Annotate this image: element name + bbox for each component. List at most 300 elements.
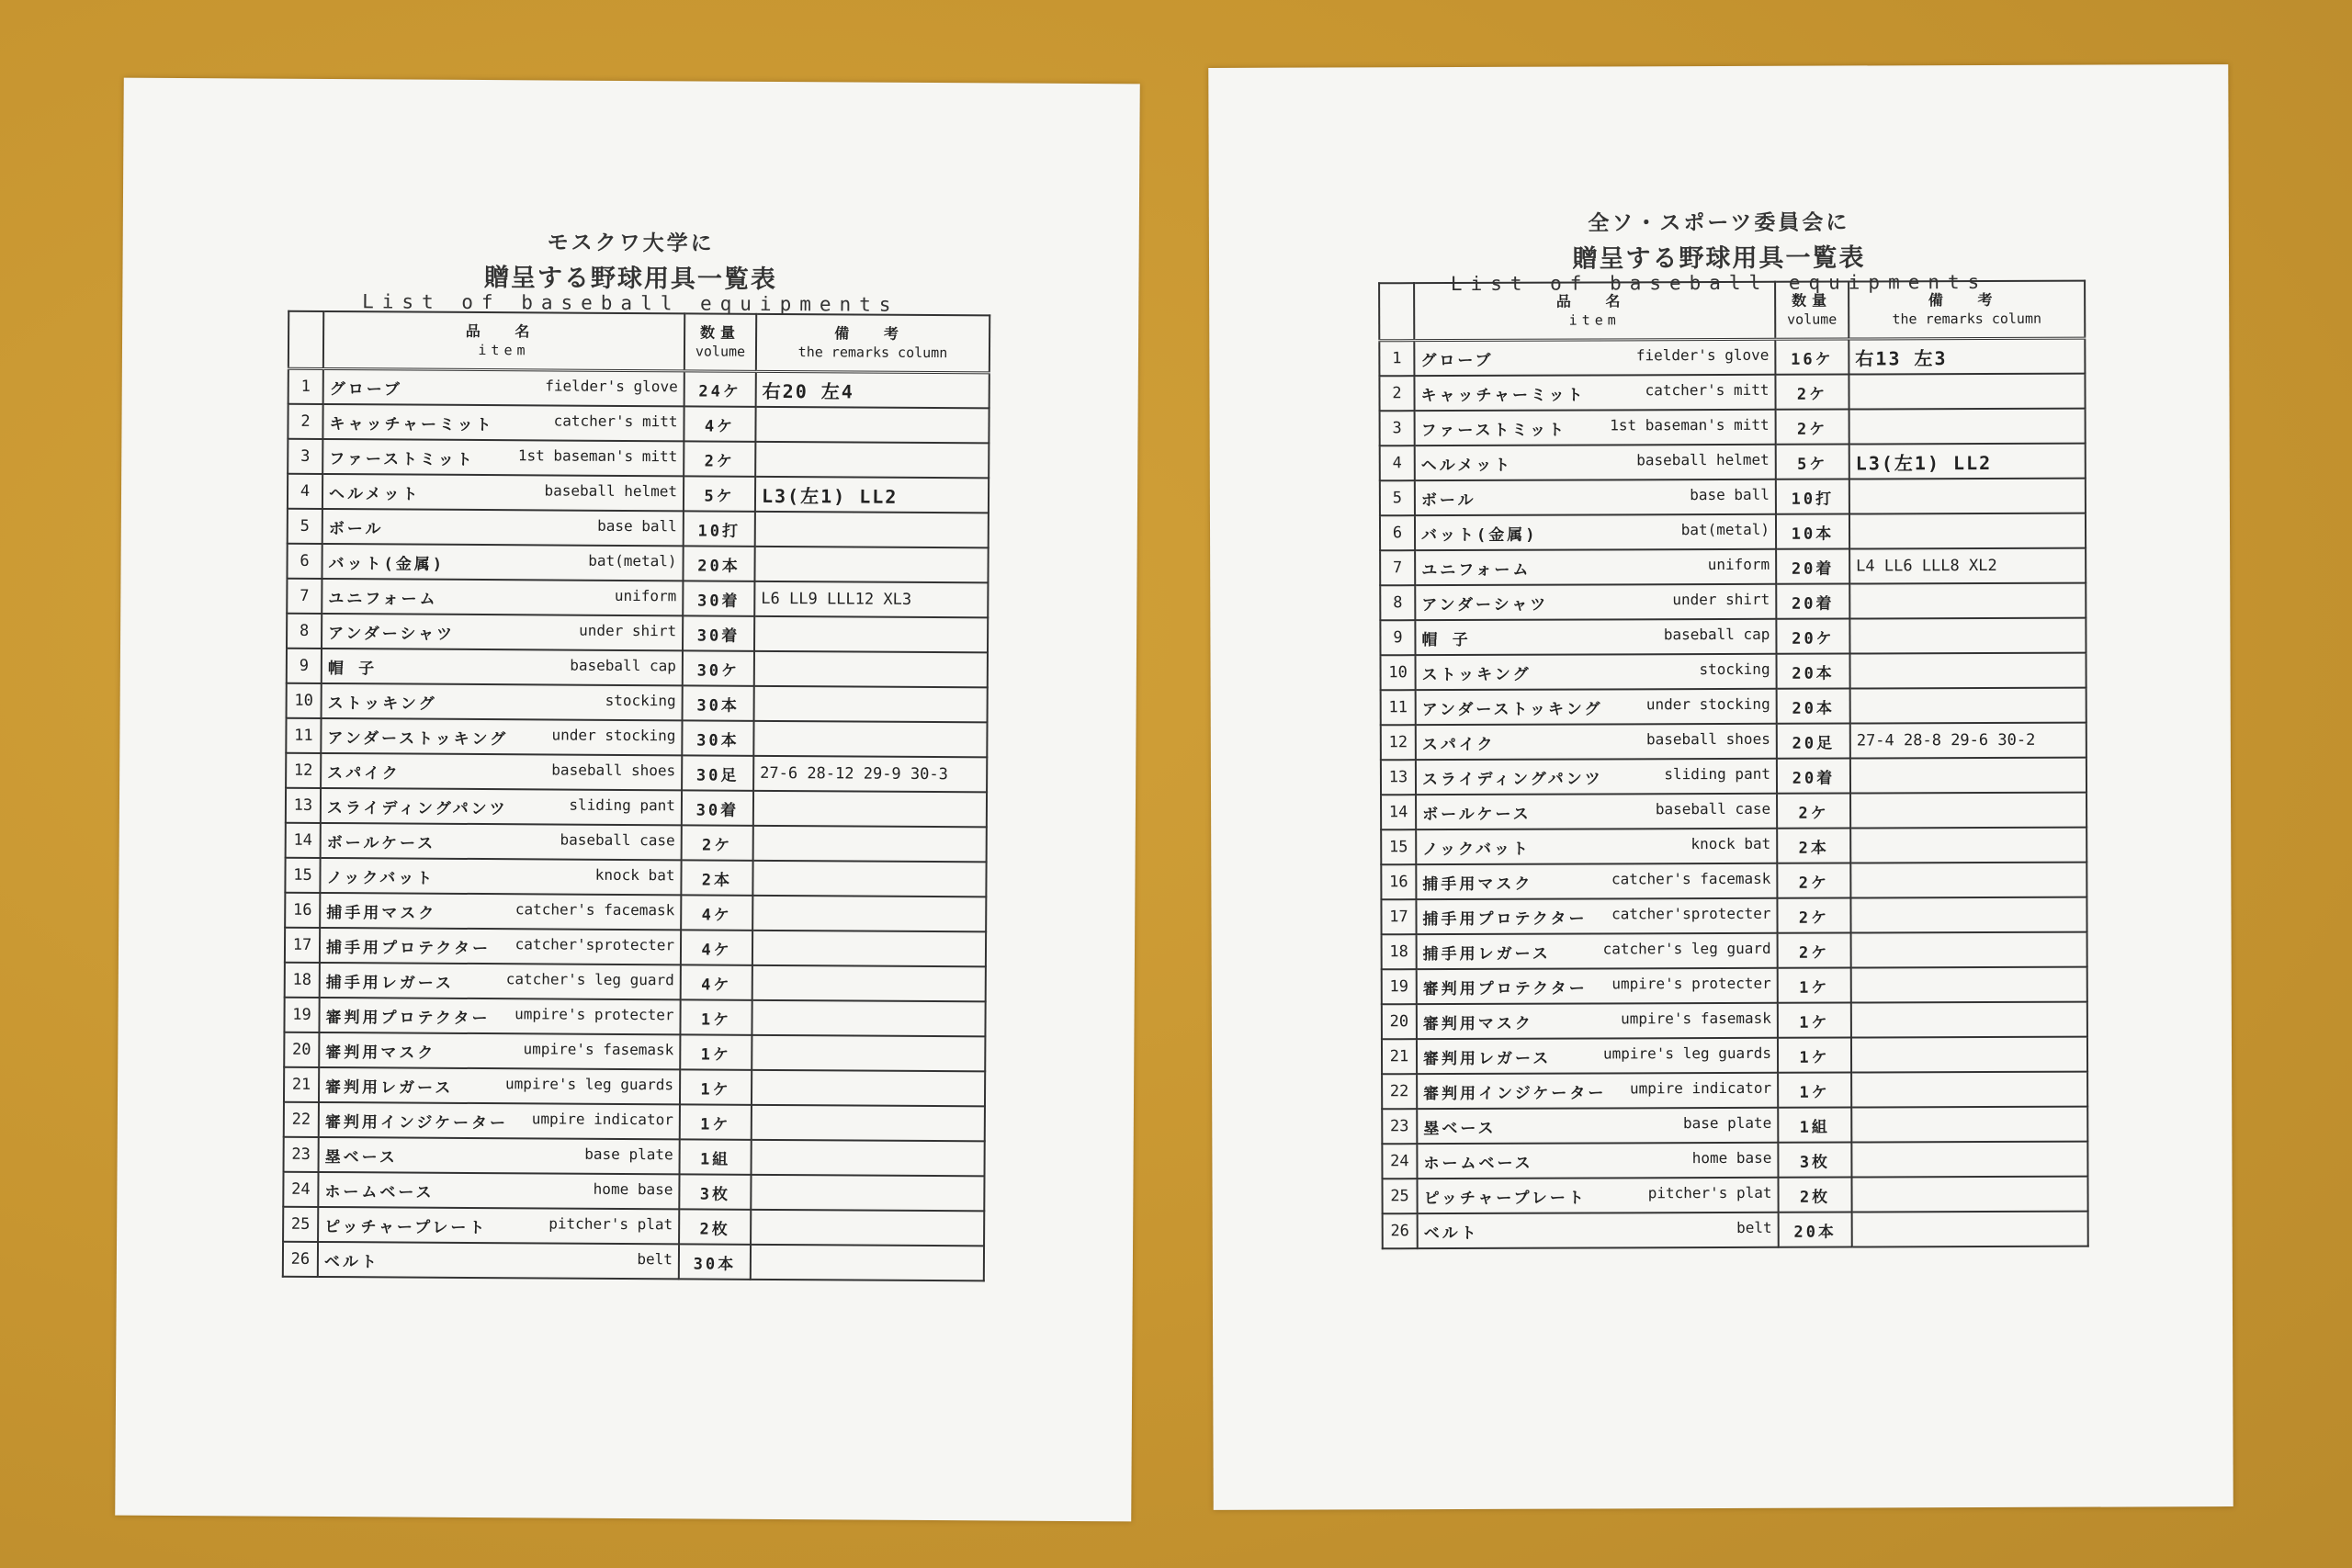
volume-cell: 2枚	[1778, 1178, 1851, 1213]
item-name-en: baseball helmet	[544, 480, 678, 500]
table-row	[284, 998, 985, 1037]
table-body	[283, 368, 989, 1280]
remarks-cell: L4 LL6 LLL8 XL2	[1849, 548, 2086, 584]
item-name-en: baseball case	[560, 830, 675, 849]
item-name-jp: ファーストミット	[1420, 421, 1567, 440]
item-name-jp: キャッチャーミット	[329, 414, 494, 434]
remarks-cell: 右13 左3	[1849, 338, 2085, 374]
volume-cell: 30着	[683, 615, 754, 650]
item-cell	[318, 1207, 679, 1244]
item-name-jp: ボール	[328, 519, 384, 538]
volume-cell: 30本	[683, 685, 754, 720]
item-cell	[1414, 339, 1775, 376]
volume-cell: 2ケ	[1777, 898, 1850, 933]
volume-cell: 2ケ	[1777, 863, 1850, 898]
volume-cell: 1組	[680, 1139, 752, 1174]
item-cell	[1416, 829, 1777, 864]
table-row	[1382, 1002, 2087, 1040]
item-name-en: under stocking	[551, 725, 676, 744]
item-name-jp: 審判用プロテクター	[1422, 979, 1588, 998]
equipment-table	[282, 310, 990, 1282]
remarks-cell: L3(左1) LL2	[1849, 444, 2086, 479]
item-name-en: umpire indicator	[531, 1109, 673, 1128]
item-name-en: stocking	[605, 691, 676, 709]
remarks-cell	[754, 547, 988, 583]
item-cell	[1416, 898, 1777, 934]
remarks-cell: 27-6 28-12 29-9 30-3	[753, 756, 987, 793]
header-item-en: item	[1568, 311, 1621, 329]
item-cell	[322, 474, 684, 511]
remarks-cell	[1849, 653, 2086, 689]
remarks-cell	[754, 616, 988, 653]
item-name-en: catcher's facemask	[1611, 869, 1771, 887]
item-name-jp: 捕手用レガース	[1422, 944, 1551, 964]
row-number: 13	[286, 788, 321, 823]
item-name-jp: ファーストミット	[329, 449, 475, 469]
item-name-en: bat(metal)	[588, 551, 677, 570]
item-name-jp: ボールケース	[326, 833, 436, 853]
item-cell	[321, 788, 682, 825]
remarks-cell	[1851, 1002, 2087, 1038]
volume-cell: 2本	[681, 860, 752, 895]
row-number: 23	[284, 1137, 319, 1172]
row-number: 6	[287, 544, 322, 579]
row-number: 7	[1380, 550, 1415, 585]
volume-cell: 1ケ	[680, 1034, 752, 1069]
row-number: 26	[1383, 1213, 1418, 1248]
item-name-jp: ピッチャープレート	[324, 1217, 488, 1237]
table-row	[288, 404, 989, 444]
item-name-jp: バット(金属)	[328, 554, 446, 574]
item-name-jp: スライディングパンツ	[1421, 769, 1603, 789]
item-cell	[322, 649, 683, 685]
item-cell	[322, 683, 683, 720]
volume-cell: 20本	[1779, 1213, 1852, 1247]
volume-cell: 5ケ	[1776, 445, 1849, 479]
row-number: 3	[288, 439, 322, 474]
row-number: 20	[1382, 1004, 1417, 1039]
row-number: 23	[1382, 1109, 1417, 1144]
item-name-en: baseball case	[1655, 799, 1771, 818]
item-name-jp: アンダーストッキング	[1421, 699, 1603, 719]
volume-cell: 2ケ	[1775, 375, 1849, 410]
item-cell	[1417, 1073, 1778, 1109]
remarks-cell	[752, 931, 986, 967]
item-cell	[1416, 759, 1777, 795]
remarks-cell	[754, 686, 988, 723]
table-row	[1382, 1107, 2087, 1145]
item-name-en: knock bat	[594, 865, 675, 884]
table-row	[284, 1102, 985, 1142]
item-name-jp: ベルト	[323, 1252, 379, 1271]
remarks-cell: 右20 左4	[756, 371, 989, 408]
item-cell	[1417, 968, 1778, 1004]
table-row	[287, 614, 988, 653]
item-name-en: catcher'sprotecter	[514, 934, 675, 953]
row-number: 19	[284, 998, 319, 1032]
remarks-cell	[1850, 828, 2086, 863]
table-row	[1381, 723, 2086, 761]
volume-cell: 2ケ	[684, 441, 755, 476]
item-name-en: catcher's mitt	[1645, 380, 1770, 399]
row-number: 14	[1381, 795, 1416, 829]
volume-cell: 2ケ	[1777, 794, 1850, 829]
item-name-en: catcher'sprotecter	[1611, 904, 1771, 922]
item-name-jp: 捕手用マスク	[326, 903, 437, 923]
item-name-en: home base	[593, 1179, 673, 1198]
item-cell	[1415, 584, 1776, 620]
remarks-cell	[1849, 409, 2086, 445]
remarks-cell	[752, 861, 986, 897]
row-number: 25	[1382, 1179, 1417, 1213]
header-item	[1414, 282, 1775, 341]
row-number: 11	[286, 718, 321, 753]
item-name-en: under shirt	[1672, 590, 1770, 608]
title-line-1: モスクワ大学に	[547, 231, 715, 256]
table-row	[1382, 1037, 2087, 1075]
remarks-cell	[753, 721, 987, 758]
row-number: 22	[284, 1102, 319, 1137]
row-number: 22	[1382, 1074, 1417, 1109]
item-name-jp: 審判用インジケーター	[324, 1112, 509, 1133]
item-cell	[322, 509, 684, 546]
volume-cell: 10打	[1776, 479, 1849, 514]
row-number: 18	[1382, 934, 1417, 969]
item-name-jp: 塁ベース	[1423, 1119, 1497, 1138]
row-number: 10	[287, 683, 322, 718]
item-cell	[1417, 1038, 1778, 1074]
item-cell	[319, 1137, 680, 1174]
item-name-en: baseball cap	[1663, 625, 1770, 643]
remarks-cell	[1849, 513, 2086, 549]
row-number: 19	[1382, 969, 1417, 1004]
item-name-en: umpire's fasemask	[523, 1039, 674, 1058]
remarks-cell	[1849, 374, 2085, 410]
header-item-en: item	[478, 341, 530, 359]
item-cell	[1416, 724, 1777, 760]
item-name-jp: ヘルメット	[328, 484, 421, 504]
item-name-en: base ball	[1690, 485, 1770, 503]
table-row	[284, 1032, 985, 1072]
remarks-cell	[755, 512, 989, 548]
volume-cell: 2本	[1777, 829, 1850, 863]
item-name-jp: スパイク	[327, 763, 401, 783]
item-name-jp: 帽 子	[1421, 630, 1471, 649]
remarks-cell	[1851, 1072, 2087, 1108]
title-line-2: 贈呈する野球用具一覧表	[1572, 243, 1866, 274]
header-remarks-jp: 備 考	[834, 324, 911, 343]
item-name-en: under shirt	[579, 621, 677, 639]
row-number: 8	[1380, 585, 1415, 620]
item-cell	[1415, 654, 1776, 690]
table-row	[283, 1242, 984, 1281]
item-name-en: umpire's fasemask	[1621, 1009, 1771, 1027]
table-row	[1380, 618, 2086, 656]
row-number: 24	[1382, 1144, 1417, 1179]
row-number: 25	[283, 1207, 318, 1242]
volume-cell: 30本	[679, 1244, 751, 1279]
volume-cell: 30着	[683, 581, 754, 615]
header-volume-jp: 数量	[700, 323, 741, 342]
row-number: 1	[288, 368, 323, 404]
item-name-jp: ユニフォーム	[1421, 560, 1532, 580]
remarks-cell	[1850, 863, 2086, 898]
item-name-jp: キャッチャーミット	[1420, 386, 1586, 405]
header-item-jp: 品 名	[1555, 292, 1634, 310]
item-name-en: 1st baseman's mitt	[517, 446, 678, 465]
item-cell	[1416, 863, 1777, 899]
row-number: 2	[288, 404, 322, 439]
table-header-row	[1379, 281, 2085, 341]
item-cell	[1417, 1143, 1778, 1179]
table-row	[1380, 479, 2086, 516]
item-name-jp: ノックバット	[1422, 840, 1532, 859]
row-number: 24	[283, 1172, 318, 1207]
remarks-cell	[1849, 618, 2086, 654]
row-number: 20	[284, 1032, 319, 1067]
row-number: 6	[1380, 515, 1415, 550]
item-name-jp: 捕手用プロテクター	[325, 938, 492, 958]
item-cell	[321, 718, 682, 755]
volume-cell: 1ケ	[680, 999, 752, 1034]
header-item-jp: 品 名	[465, 321, 543, 341]
item-name-jp: ストッキング	[1421, 665, 1532, 684]
table-row	[284, 1137, 985, 1177]
header-volume-en: volume	[695, 343, 746, 360]
volume-cell: 30本	[682, 720, 753, 755]
item-cell	[318, 1172, 679, 1209]
item-name-jp: 捕手用プロテクター	[1422, 909, 1588, 929]
table-row	[288, 439, 989, 479]
remarks-cell	[752, 1000, 985, 1037]
item-name-en: 1st baseman's mitt	[1610, 415, 1770, 434]
remarks-cell	[1852, 1212, 2088, 1247]
item-name-jp: ピッチャープレート	[1423, 1189, 1587, 1208]
item-name-en: base plate	[1682, 1113, 1772, 1132]
row-number: 5	[288, 509, 322, 544]
remarks-cell	[1851, 1107, 2087, 1143]
remarks-cell	[1850, 688, 2086, 724]
item-name-jp: ホームベース	[324, 1182, 435, 1202]
item-name-jp: アンダーシャツ	[1421, 595, 1549, 615]
item-name-en: catcher's leg guard	[1602, 939, 1771, 957]
volume-cell: 30ケ	[683, 650, 754, 685]
item-cell	[320, 893, 681, 930]
volume-cell: 1ケ	[1778, 1003, 1851, 1038]
table-row	[286, 788, 987, 828]
table-row	[285, 963, 986, 1002]
table-row	[288, 509, 989, 548]
remarks-cell: L3(左1) LL2	[755, 477, 989, 513]
table-row	[1382, 1177, 2087, 1214]
item-name-jp: ストッキング	[327, 694, 437, 714]
volume-cell: 1ケ	[680, 1069, 752, 1104]
document-title	[122, 223, 1139, 316]
table-row	[1379, 374, 2085, 412]
row-number: 5	[1380, 480, 1415, 515]
item-cell	[319, 1067, 680, 1104]
remarks-cell	[1849, 583, 2086, 619]
item-name-en: uniform	[1707, 555, 1770, 573]
item-name-en: catcher's leg guard	[505, 969, 674, 988]
header-number	[288, 311, 323, 369]
row-number: 17	[1381, 899, 1416, 934]
remarks-cell	[1850, 897, 2086, 933]
item-name-jp: ボール	[1420, 491, 1476, 510]
row-number: 13	[1381, 760, 1416, 795]
row-number: 8	[287, 614, 322, 649]
row-number: 16	[285, 893, 320, 928]
row-number: 4	[288, 474, 322, 509]
remarks-cell: L6 LL9 LLL12 XL3	[754, 581, 988, 618]
volume-cell: 1組	[1778, 1108, 1851, 1143]
remarks-cell	[1851, 1037, 2087, 1073]
volume-cell: 4ケ	[681, 895, 752, 930]
item-cell	[1417, 933, 1778, 969]
table-row	[1381, 758, 2086, 795]
table-row	[1381, 688, 2086, 726]
header-remarks	[756, 314, 989, 373]
remarks-cell	[1851, 932, 2087, 968]
table-row	[1380, 653, 2086, 691]
item-cell	[1415, 549, 1776, 585]
item-cell	[1415, 514, 1776, 550]
table-row	[284, 1067, 985, 1107]
item-name-jp: ベルト	[1423, 1224, 1479, 1243]
header-volume	[684, 313, 756, 371]
row-number: 3	[1380, 411, 1415, 446]
item-cell	[1414, 375, 1775, 411]
volume-cell: 20ケ	[1776, 619, 1849, 654]
item-cell	[1415, 445, 1776, 480]
item-name-en: baseball shoes	[551, 760, 676, 779]
item-cell	[320, 963, 681, 999]
remarks-cell	[752, 1070, 985, 1107]
row-number: 2	[1379, 376, 1414, 411]
table-row	[1381, 863, 2086, 900]
item-cell	[321, 753, 682, 790]
item-name-jp: ノックバット	[326, 868, 435, 888]
volume-cell: 2ケ	[1778, 933, 1851, 968]
table-row	[286, 823, 987, 863]
remarks-cell	[1850, 758, 2086, 794]
item-name-en: baseball shoes	[1645, 729, 1770, 748]
item-name-en: knock bat	[1690, 834, 1771, 852]
title-line-2: 贈呈する野球用具一覧表	[483, 264, 778, 294]
item-name-en: uniform	[614, 586, 677, 604]
row-number: 15	[285, 858, 320, 893]
table-row	[1380, 409, 2086, 446]
remarks-cell	[1851, 1177, 2087, 1213]
volume-cell: 4ケ	[681, 964, 752, 999]
volume-cell: 30着	[682, 790, 753, 825]
header-number	[1379, 283, 1414, 341]
remarks-cell	[755, 407, 989, 444]
item-name-jp: バット(金属)	[1421, 525, 1538, 545]
volume-cell: 3枚	[679, 1174, 751, 1209]
item-cell	[1417, 1108, 1778, 1144]
item-cell	[1418, 1213, 1779, 1248]
row-number: 21	[284, 1067, 319, 1102]
volume-cell: 20本	[683, 546, 754, 581]
title-line-3: List of baseball equipments	[362, 290, 899, 316]
item-name-jp: 捕手用レガース	[325, 973, 454, 993]
header-volume	[1775, 282, 1849, 340]
volume-cell: 20着	[1777, 759, 1850, 794]
table-row	[1383, 1212, 2088, 1249]
item-name-en: umpire's leg guards	[1602, 1043, 1772, 1062]
row-number: 12	[286, 753, 321, 788]
volume-cell: 20足	[1777, 724, 1850, 759]
item-cell	[1415, 410, 1776, 446]
item-name-jp: スライディングパンツ	[326, 798, 508, 818]
item-cell	[319, 1102, 680, 1139]
item-name-en: pitcher's plat	[548, 1213, 673, 1233]
table-row	[1382, 967, 2087, 1005]
row-number: 1	[1379, 341, 1414, 377]
item-name-jp: 捕手用マスク	[1422, 874, 1533, 894]
table-row	[1381, 897, 2086, 935]
item-cell	[321, 823, 682, 860]
row-number: 9	[1380, 620, 1415, 655]
item-name-en: base ball	[597, 516, 677, 535]
remarks-cell	[751, 1210, 984, 1247]
item-cell	[1415, 619, 1776, 655]
row-number: 7	[287, 579, 322, 614]
volume-cell: 1ケ	[1778, 1038, 1851, 1073]
remarks-cell	[755, 442, 989, 479]
remarks-cell	[752, 965, 986, 1002]
table-row	[1381, 793, 2086, 830]
volume-cell: 30足	[682, 755, 753, 790]
header-volume-en: volume	[1787, 310, 1838, 328]
row-number: 15	[1381, 829, 1416, 864]
item-name-en: catcher's facemask	[514, 899, 675, 919]
table-row	[1380, 444, 2086, 481]
title-line-3: List of baseball equipments	[1450, 270, 1988, 296]
item-name-jp: 審判用マスク	[1422, 1014, 1533, 1033]
item-cell	[1416, 689, 1777, 725]
volume-cell: 10本	[1776, 514, 1849, 549]
row-number: 16	[1381, 864, 1416, 899]
remarks-cell: 27-4 28-8 29-6 30-2	[1850, 723, 2086, 759]
row-number: 17	[285, 928, 320, 963]
item-name-jp: グローブ	[1420, 351, 1494, 370]
remarks-cell	[753, 826, 987, 863]
item-name-jp: 審判用レガース	[1422, 1049, 1552, 1068]
row-number: 12	[1381, 725, 1416, 760]
row-number: 9	[287, 649, 322, 683]
item-cell	[320, 858, 681, 895]
row-number: 11	[1381, 690, 1416, 725]
item-name-en: fielder's glove	[1635, 345, 1770, 364]
volume-cell: 20本	[1776, 654, 1849, 689]
item-name-jp: ユニフォーム	[328, 589, 438, 609]
table-row	[283, 1172, 984, 1212]
header-volume-jp: 数量	[1792, 291, 1833, 310]
table-row	[287, 649, 988, 688]
item-name-jp: 審判用マスク	[325, 1043, 436, 1063]
remarks-cell	[1851, 1142, 2087, 1178]
item-cell	[320, 928, 681, 964]
volume-cell: 24ケ	[684, 371, 756, 407]
table-row	[1382, 1072, 2087, 1110]
table-row	[1382, 932, 2087, 970]
volume-cell: 10打	[684, 511, 755, 546]
header-remarks	[1849, 281, 2085, 339]
remarks-cell	[753, 791, 987, 828]
table-row	[1379, 338, 2085, 376]
